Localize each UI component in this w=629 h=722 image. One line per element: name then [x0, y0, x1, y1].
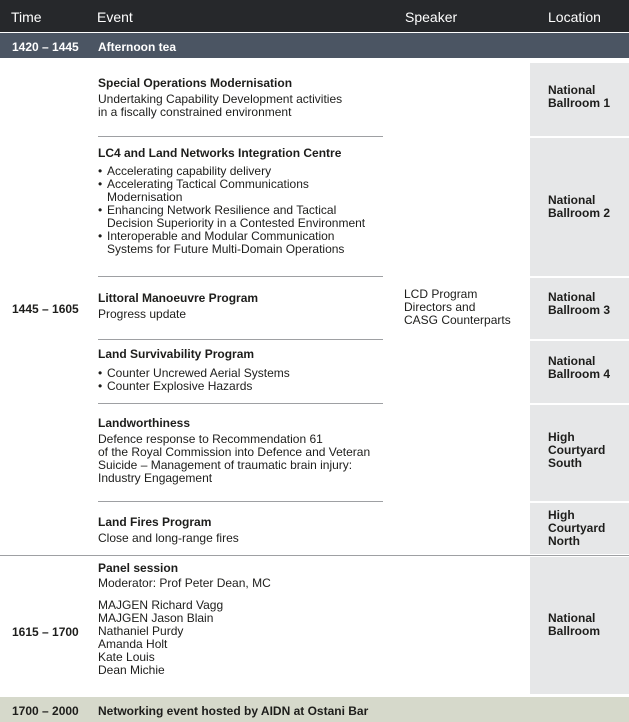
session-divider	[98, 136, 383, 137]
location-line: National	[548, 290, 596, 304]
tea-time: 1420 – 1445	[12, 40, 79, 54]
panelist: MAJGEN Jason Blain	[98, 611, 214, 625]
session-location	[548, 509, 626, 548]
session-divider	[98, 276, 383, 277]
session-title: LC4 and Land Networks Integration Centre	[98, 146, 342, 160]
session-description: Undertaking Capability Development activities	[98, 92, 343, 106]
session-special-operations	[98, 77, 398, 119]
session-location	[548, 84, 626, 110]
location-line: Ballroom 4	[548, 367, 611, 381]
session-location	[548, 194, 626, 220]
location-line: South	[548, 456, 582, 470]
speaker-line: Directors and	[404, 300, 476, 314]
bullet-text: Modernisation	[107, 190, 183, 204]
panelist: Nathaniel Purdy	[98, 624, 184, 638]
session-title: Panel session	[98, 561, 179, 575]
tea-event: Afternoon tea	[98, 40, 176, 54]
speaker-cell	[404, 288, 530, 327]
networking-event: Networking event hosted by AIDN at Ostani Bar	[98, 704, 369, 718]
bullet-item	[98, 230, 398, 256]
location-line: Ballroom 2	[548, 206, 611, 220]
bullet-item	[98, 178, 398, 204]
session-description: Defence response to Recommendation 61	[98, 432, 323, 446]
bullet-text: Systems for Future Multi-Domain Operations	[107, 242, 345, 256]
session-description: in a fiscally constrained environment	[98, 105, 292, 119]
session-bullets	[98, 165, 398, 256]
panel-time: 1615 – 1700	[12, 625, 79, 639]
session-title: Special Operations Modernisation	[98, 76, 293, 90]
location-line: National	[548, 611, 596, 625]
table-header	[0, 0, 629, 32]
location-line: National	[548, 193, 596, 207]
session-land-survivability	[98, 348, 398, 393]
header-speaker: Speaker	[405, 9, 458, 25]
bullet-item	[98, 204, 398, 230]
location-line: National	[548, 83, 596, 97]
session-divider	[98, 403, 383, 404]
session-location	[548, 612, 626, 638]
bullet-text: Interoperable and Modular Communication	[107, 229, 335, 243]
bullet-text: Counter Explosive Hazards	[107, 379, 253, 393]
header-event: Event	[97, 9, 133, 25]
session-description: Industry Engagement	[98, 471, 213, 485]
session-description: Close and long-range fires	[98, 531, 239, 545]
networking-row	[0, 697, 629, 722]
location-line: Courtyard	[548, 521, 606, 535]
session-title: Littoral Manoeuvre Program	[98, 291, 259, 305]
block1-time: 1445 – 1605	[12, 302, 79, 316]
session-description: Progress update	[98, 307, 187, 321]
location-line: High	[548, 430, 575, 444]
panelist: MAJGEN Richard Vagg	[98, 598, 224, 612]
session-location	[548, 355, 626, 381]
header-location: Location	[548, 9, 601, 25]
session-panel	[98, 562, 398, 677]
header-time: Time	[11, 9, 42, 25]
location-line: North	[548, 534, 580, 548]
bullet-text: Decision Superiority in a Contested Environment	[107, 216, 366, 230]
bullet-item	[98, 380, 398, 393]
bullet-text: Accelerating capability delivery	[107, 164, 272, 178]
location-line: Courtyard	[548, 443, 606, 457]
session-location	[548, 431, 626, 470]
location-line: National	[548, 354, 596, 368]
location-line: Ballroom	[548, 624, 601, 638]
networking-time: 1700 – 2000	[12, 704, 79, 718]
location-line: Ballroom 3	[548, 303, 611, 317]
block-divider	[0, 555, 629, 556]
afternoon-tea-row	[0, 33, 629, 58]
session-title: Land Fires Program	[98, 515, 212, 529]
session-bullets	[98, 367, 398, 393]
session-landworthiness	[98, 417, 398, 485]
panel-moderator: Moderator: Prof Peter Dean, MC	[98, 576, 271, 590]
panelist: Dean Michie	[98, 663, 165, 677]
speaker-line: CASG Counterparts	[404, 313, 511, 327]
session-location	[548, 291, 626, 317]
session-divider	[98, 339, 383, 340]
session-title: Land Survivability Program	[98, 347, 255, 361]
location-line: High	[548, 508, 575, 522]
panelist: Amanda Holt	[98, 637, 168, 651]
session-description: of the Royal Commission into Defence and Veteran	[98, 445, 371, 459]
bullet-text: Counter Uncrewed Aerial Systems	[107, 366, 290, 380]
bullet-text: Accelerating Tactical Communications	[107, 177, 309, 191]
session-lc4	[98, 147, 398, 256]
speaker-line: LCD Program	[404, 287, 478, 301]
session-land-fires	[98, 516, 398, 545]
session-littoral	[98, 292, 398, 321]
bullet-text: Enhancing Network Resilience and Tactical	[107, 203, 337, 217]
session-description: Suicide – Management of traumatic brain injury:	[98, 458, 353, 472]
panelist: Kate Louis	[98, 650, 155, 664]
session-divider	[98, 501, 383, 502]
location-line: Ballroom 1	[548, 96, 611, 110]
session-title: Landworthiness	[98, 416, 191, 430]
